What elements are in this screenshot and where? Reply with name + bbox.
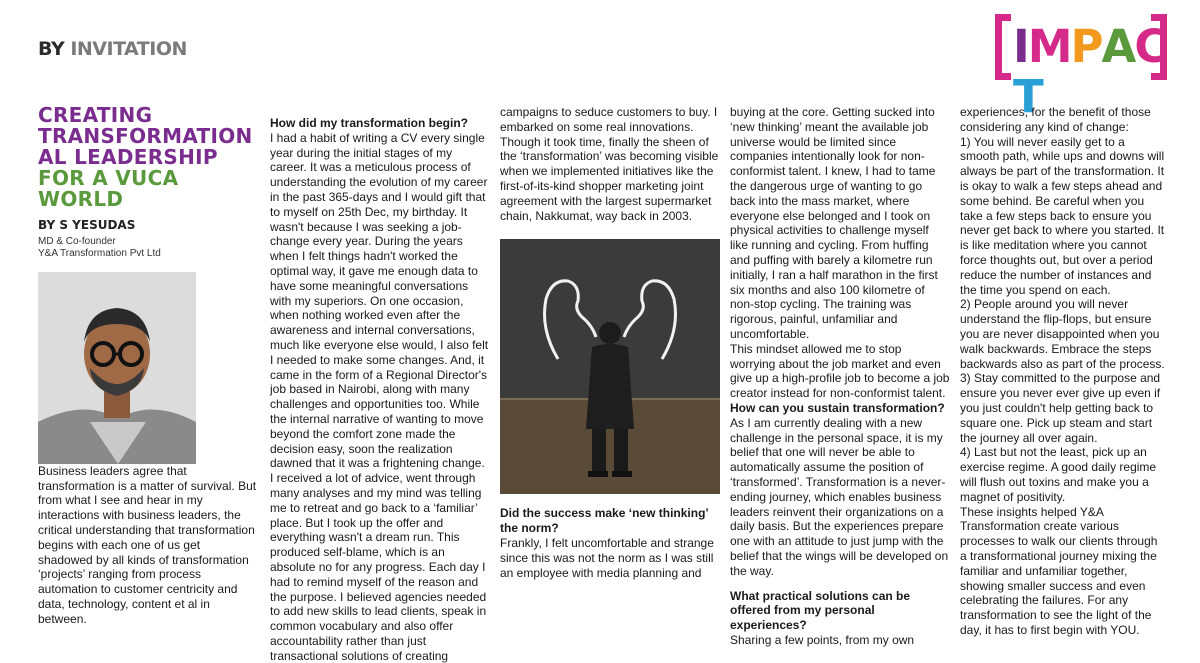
point-1: 1) You will never easily get to a smooth path, while ups and downs will always be part of the transformation. It is okay to walk a few steps ahead and some behind. Be careful when you take a few steps back to ensure you never get back to where you started. It is like meditation where you cannot force thoughts out, but over a period reduce the number of instances and the time you spend on each.: [960, 134, 1165, 297]
headline-part2: FOR A VUCA WORLD: [38, 166, 179, 211]
paragraph-mindset: This mindset allowed me to stop worrying about the job market and even give up a high-profile job to become a job creator instead for non-conformist talent.: [730, 341, 950, 401]
column-3: [500, 105, 720, 580]
question-heading-4: What practical solutions can be offered from my personal experiences?: [730, 588, 911, 633]
author-company: Y&A Transformation Pvt Ltd: [38, 247, 161, 259]
column-1: [38, 105, 258, 627]
column-4: [730, 105, 950, 648]
logo-letter-m: M: [1027, 20, 1071, 73]
author-role: [38, 236, 258, 260]
column-2: [270, 116, 490, 663]
point-3: 3) Stay committed to the purpose and ensure you never ever give up even if you just couldn't help getting back to square one. Pick up steam and start the journey all over again.: [960, 371, 1161, 445]
paragraph-sharing: Sharing a few points, from my own: [730, 632, 915, 647]
question-heading-1: How did my transformation begin?: [270, 116, 469, 130]
author-portrait-image: [38, 272, 196, 464]
businessman-chalk-muscles-image: [500, 239, 720, 494]
point-4: 4) Last but not the least, pick up an exercise regime. A good daily regime will flush out toxins and make you a magnet of positivity.: [960, 445, 1157, 504]
logo-left-bracket: [995, 14, 1011, 80]
paragraph-sustain: As I am currently dealing with a new challenge in the personal space, it is my belief that one will never be able to automatically assume the position of ‘transformed’. Transformation is a never-ending journey, which enables business leaders reinvent their organizations on a daily basis. But the experiences prepare one with an attitude to just jump with the belief that the wings will be developed on the way.: [730, 415, 949, 578]
paragraph-uncomfortable: Frankly, I felt uncomfortable and strange since this was not the norm as I was still an employee with media planning and: [500, 535, 714, 580]
logo-letter-p: P: [1070, 20, 1102, 73]
logo-letter-i: I: [1013, 20, 1028, 73]
author-role-title: MD & Co-founder: [38, 235, 116, 247]
section-label: [38, 38, 187, 60]
chalkboard-illustration: [500, 239, 720, 494]
question-heading-2: Did the success make ‘new thinking’ the norm?: [500, 506, 709, 536]
paragraph-innovations: campaigns to seduce customers to buy. I embarked on some real innovations. Though it took time, finally the sheen of the ‘transformation’ was becoming visible when we implemented initiatives like the first-of-its-kind shopper marketing joint agreement with the largest supermarket chain, Nakkumat, way back in 2003.: [500, 105, 719, 223]
question-heading-3: How can you sustain transformation?: [730, 400, 945, 415]
paragraph-new-thinking: buying at the core. Getting sucked into ‘new thinking’ meant the available job universe would be limited since companies intentionally look for non-conformist talent. I knew, I had to tame the dangerous urge of wanting to go back into the mass market, where everyone else belonged and I took on physical activities to challenge myself like running and cycling. From huffing and puffing with barely a kilometre run initially, I ran a half marathon in the first six months and also 100 kilometre of non-stop cycling. The training was rigorous, painful, unfamiliar and uncomfortable.: [730, 105, 938, 341]
intro-paragraph: Business leaders agree that transformation is a matter of survival. But from what I see and hear in my interactions with business leaders, the critical understanding that transformation begins with each one of us get shadowed by all kinds of transformation ‘projects’ ranging from process automation to customer centricity and data, technology, content et al in between.: [38, 463, 257, 626]
paragraph-experiences: experiences, for the benefit of those considering any kind of change:: [960, 105, 1151, 134]
column-5: [960, 105, 1165, 638]
headline: [38, 105, 258, 210]
headline-part1: CREATING TRANSFORMATION AL LEADERSHIP: [38, 103, 253, 169]
section-label-by: BY: [38, 38, 65, 60]
byline: BY S YESUDAS: [38, 218, 136, 232]
closing-paragraph: These insights helped Y&A Transformation create various processes to walk our clients through a transformational journey mixing the familiar and unfamiliar together, showing smaller success and even celebrating the failures. For any transformation to see the light of the day, it has to first begin with YOU.: [960, 504, 1158, 637]
point-2: 2) People around you will never understand the flip-flops, but ensure you are never disappointed when you walk backwards. Embrace the steps backwards also as part of the process.: [960, 297, 1165, 371]
logo-right-bracket: [1151, 14, 1167, 80]
logo-letter-c: C: [1134, 20, 1166, 73]
logo-letter-a: A: [1101, 20, 1135, 73]
author-photo: [38, 272, 196, 464]
paragraph-transformation-begin: I had a habit of writing a CV every single year during the initial stages of my career. It was a meticulous process of understanding the evolution of my career in the past 365-days and I would gift that to myself on 25th Dec, my birthday. It wasn't because I was seeking a job-change every year. During the years when I felt things hadn't worked the optimal way, it gave me enough data to have some meaningful conversations with my superiors. On one occasion, when nothing worked even after the awareness and internal conversations, much like everyone else would, I also felt I needed to make some changes. And, it came in the form of a Regional Director's job based in Nairobi, along with many challenges and opportunities too. While the internal narrative of wanting to move beyond the comfort zone made the decision easy, soon the realization dawned that it was a frightening change. I received a lot of advice, went through many analyses and my mind was telling me to retreat and go back to a ‘familiar’ place. But I took up the offer and everything wasn't a dream run. This produced self-blame, which is an absolute no for any progress. Each day I had to remind myself of the reason and the purpose. I believed agencies needed to add new skills to lead clients, speak in common vocabulary and also offer accountability rather than just transactional solutions of creating: [270, 130, 489, 663]
author-photo-block: [38, 272, 258, 464]
logo-letter-t: T: [1013, 70, 1042, 123]
section-label-invitation: INVITATION: [70, 38, 187, 60]
